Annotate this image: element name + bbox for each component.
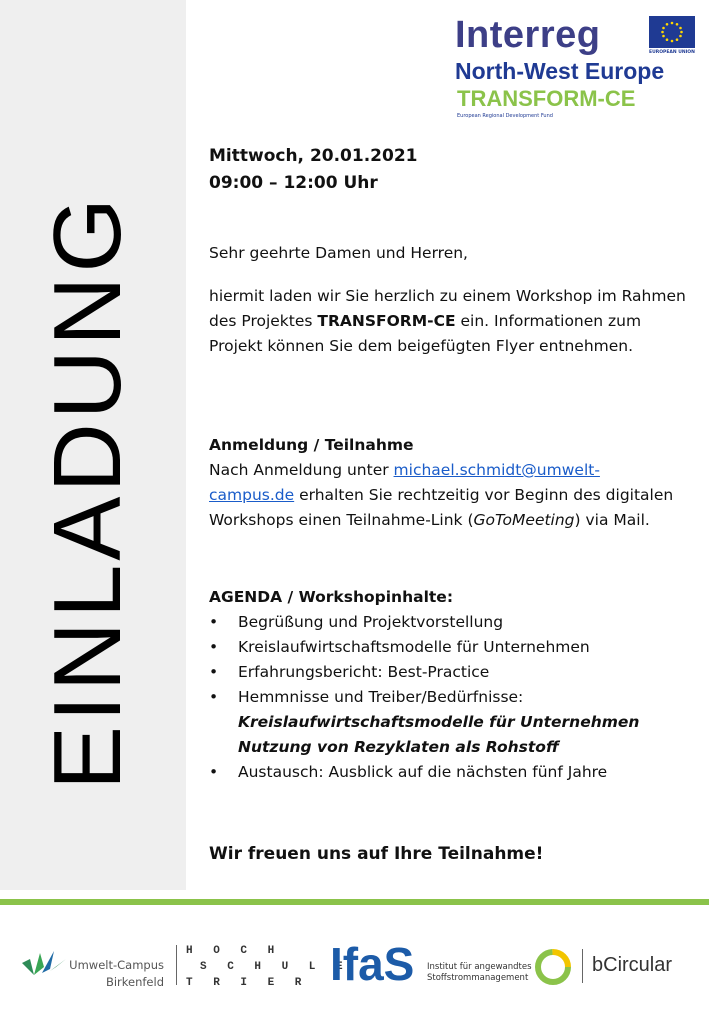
agenda-item-text: Kreislaufwirtschaftsmodelle für Unternehmen bbox=[238, 638, 590, 656]
greeting: Sehr geehrte Damen und Herren, bbox=[209, 244, 468, 262]
hs-line-3: T R I E R bbox=[186, 977, 309, 989]
interreg-wordmark: Interreg bbox=[455, 14, 601, 56]
event-datetime bbox=[209, 143, 417, 197]
bullet: • bbox=[209, 638, 219, 656]
bullet: • bbox=[209, 613, 219, 631]
registration-heading: Anmeldung / Teilnahme bbox=[209, 436, 414, 454]
list-item bbox=[209, 760, 639, 785]
hs-line-2: S C H U L E bbox=[200, 961, 350, 973]
partner-logos bbox=[0, 905, 709, 1024]
registration-text-2: erhalten Sie rechtzeitig vor Beginn des digitalen Workshops einen Teilnahme-Link ( bbox=[209, 486, 674, 529]
registration-paragraph bbox=[209, 458, 679, 533]
agenda-item-text: Austausch: Ausblick auf die nächsten fünf Jahre bbox=[238, 763, 608, 781]
campus-line-2: Birkenfeld bbox=[105, 975, 164, 989]
agenda-item-text: Hemmnisse und Treiber/Bedürfnisse: bbox=[238, 688, 524, 706]
intro-paragraph bbox=[209, 284, 694, 359]
agenda-item-text: Begrüßung und Projektvorstellung bbox=[238, 613, 504, 631]
intro-project: TRANSFORM-CE bbox=[317, 312, 456, 330]
list-item bbox=[209, 610, 639, 635]
list-item bbox=[209, 685, 639, 760]
bullet: • bbox=[209, 763, 219, 781]
ifas-subtitle bbox=[427, 962, 532, 984]
agenda-item-text: Erfahrungsbericht: Best-Practice bbox=[238, 663, 490, 681]
agenda-sub-item: Nutzung von Rezyklaten als Rohstoff bbox=[238, 738, 559, 756]
bullet: • bbox=[209, 688, 219, 706]
list-item bbox=[209, 635, 639, 660]
agenda-heading: AGENDA / Workshopinhalte: bbox=[209, 588, 454, 606]
campus-line-1: Umwelt-Campus bbox=[69, 958, 164, 972]
separator bbox=[582, 949, 583, 983]
bcircular-ring-icon bbox=[532, 946, 574, 992]
hochschule-trier-logo bbox=[186, 943, 350, 991]
registration-text-end: ) via Mail. bbox=[574, 511, 650, 529]
event-time: 09:00 – 12:00 Uhr bbox=[209, 173, 378, 193]
bcircular-logo: bCircular bbox=[592, 954, 673, 976]
email-link-part1[interactable]: michael.schmidt@umwelt- bbox=[393, 461, 600, 479]
agenda-sub-item: Kreislaufwirtschaftsmodelle für Unternehmen bbox=[238, 713, 640, 731]
ifas-line-2: Stoffstrommanagement bbox=[427, 973, 529, 983]
closing-line: Wir freuen uns auf Ihre Teilnahme! bbox=[209, 844, 544, 864]
agenda-list bbox=[209, 610, 639, 785]
eu-label: EUROPEAN UNION bbox=[649, 50, 695, 55]
event-date: Mittwoch, 20.01.2021 bbox=[209, 146, 418, 166]
meeting-tool: GoToMeeting bbox=[473, 511, 575, 529]
intro-text: hiermit laden wir Sie herzlich zu einem Workshop im Rahmen des Projektes bbox=[209, 287, 686, 330]
ifas-line-1: Institut für angewandtes bbox=[427, 962, 532, 972]
interreg-logo bbox=[443, 10, 707, 126]
einladung-title: EINLADUNG bbox=[34, 193, 141, 790]
umwelt-campus-label bbox=[68, 957, 164, 991]
hs-line-1: H O C H bbox=[186, 945, 282, 957]
region-label: North-West Europe bbox=[455, 58, 665, 84]
intro-text-end: ein. Informationen zum Projekt können Sie dem beigefügten Flyer entnehmen. bbox=[209, 312, 642, 355]
separator bbox=[176, 945, 177, 985]
sidebar-panel bbox=[0, 0, 186, 890]
bullet: • bbox=[209, 663, 219, 681]
email-link-part2[interactable]: campus.de bbox=[209, 486, 295, 504]
eu-flag-icon bbox=[649, 16, 695, 48]
project-label: TRANSFORM-CE bbox=[457, 86, 636, 111]
list-item bbox=[209, 660, 639, 685]
registration-text: Nach Anmeldung unter bbox=[209, 461, 394, 479]
umwelt-campus-leaf-icon bbox=[20, 945, 68, 983]
ifas-logo: IfaS bbox=[330, 938, 415, 990]
fund-label: European Regional Development Fund bbox=[457, 113, 553, 119]
